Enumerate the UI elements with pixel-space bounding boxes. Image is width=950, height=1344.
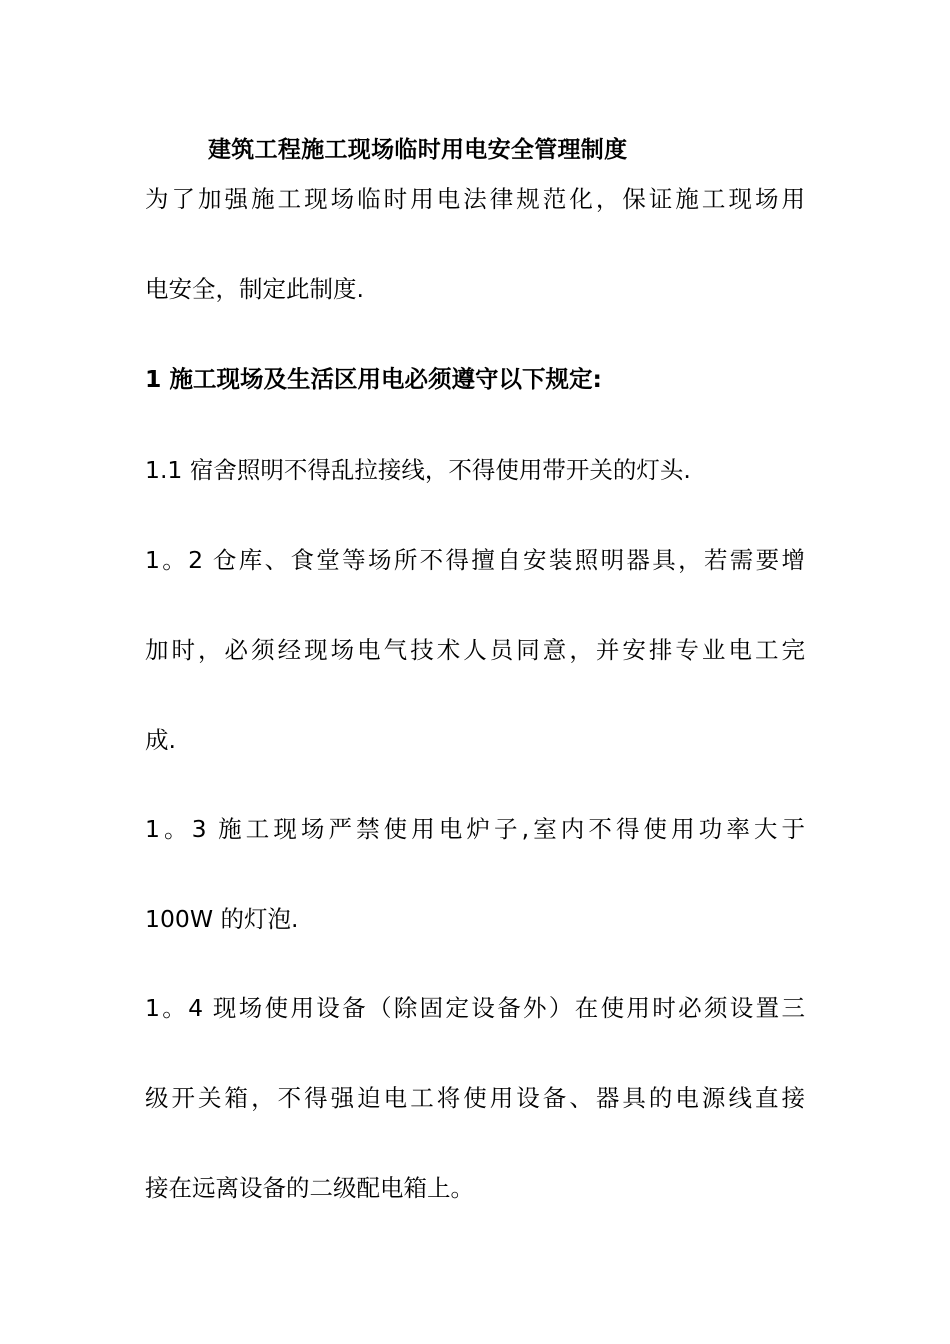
- clause-1-2-line-1: 1。2 仓库、食堂等场所不得擅自安装照明器具，若需要增: [145, 546, 805, 574]
- section-heading-1: 1 施工现场及生活区用电必须遵守以下规定:: [145, 365, 602, 393]
- clause-1-2-line-2: 加时，必须经现场电气技术人员同意，并安排专业电工完: [145, 636, 805, 664]
- clause-1-1: 1.1 宿舍照明不得乱拉接线，不得使用带开关的灯头.: [145, 456, 691, 484]
- paragraph-intro-line-2: 电安全，制定此制度.: [145, 275, 364, 303]
- clause-1-2-line-3: 成.: [145, 726, 176, 754]
- clause-1-3-line-1: 1。3 施工现场严禁使用电炉子,室内不得使用功率大于: [145, 815, 805, 843]
- clause-1-3-line-2: 100W 的灯泡.: [145, 905, 299, 933]
- document-title: 建筑工程施工现场临时用电安全管理制度: [208, 137, 628, 163]
- clause-1-4-line-1: 1。4 现场使用设备（除固定设备外）在使用时必须设置三: [145, 994, 805, 1022]
- clause-1-4-line-2: 级开关箱，不得强迫电工将使用设备、器具的电源线直接: [145, 1084, 805, 1112]
- paragraph-intro-line-1: 为了加强施工现场临时用电法律规范化，保证施工现场用: [145, 185, 805, 213]
- clause-1-4-line-3: 接在远离设备的二级配电箱上。: [145, 1174, 474, 1202]
